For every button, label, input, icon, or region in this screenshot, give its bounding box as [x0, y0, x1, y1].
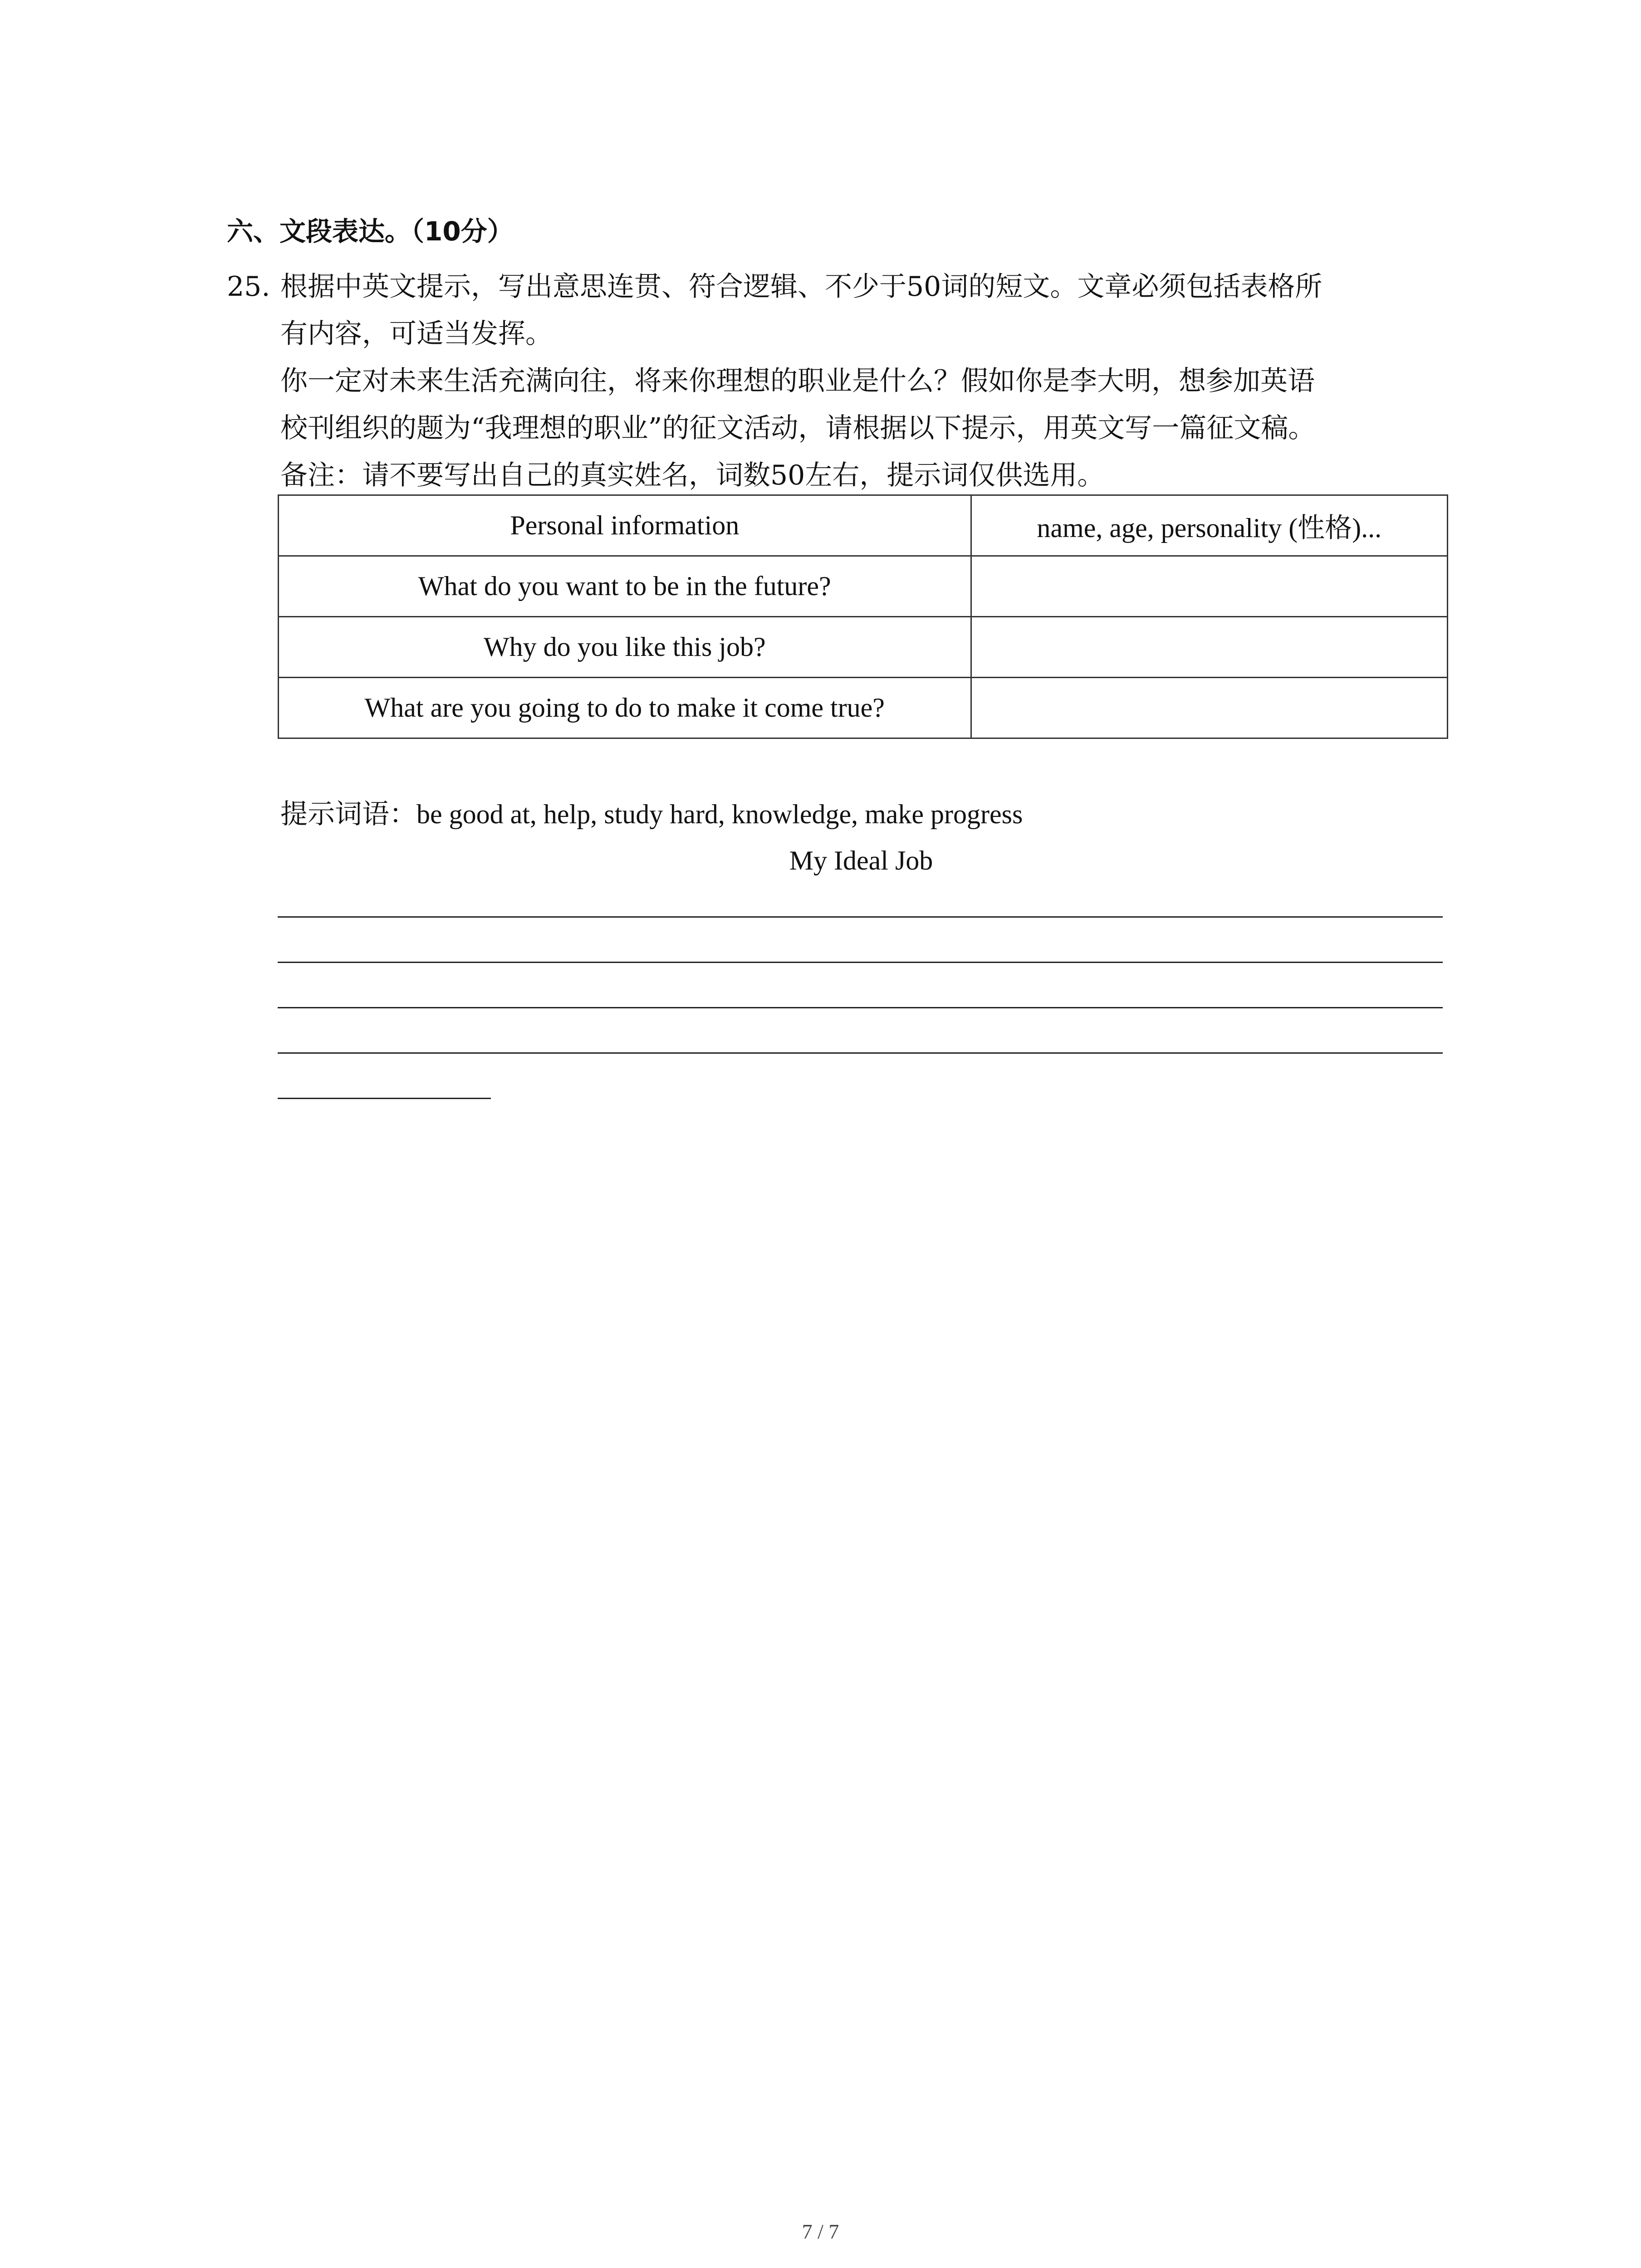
- question-number: 25.: [227, 271, 270, 303]
- table-row: [279, 495, 1448, 556]
- answer-line-3[interactable]: [278, 1007, 1443, 1008]
- hint-word-list: be good at, help, study hard, knowledge, make progress: [416, 799, 1023, 829]
- hint-words: [280, 794, 1023, 835]
- question-line-4: 校刊组织的题为“我理想的职业”的征文活动，请根据以下提示，用英文写一篇征文稿。: [280, 412, 1316, 444]
- question-line-5: 备注：请不要写出自己的真实姓名，词数50左右，提示词仅供选用。: [280, 459, 1105, 491]
- answer-line-4[interactable]: [278, 1052, 1443, 1054]
- hint-label: 提示词语：: [280, 798, 416, 830]
- table-row: [279, 617, 1448, 678]
- section-title: 六、文段表达。（10分）: [227, 216, 514, 247]
- question-body: [280, 263, 1455, 499]
- table-row: [279, 556, 1448, 617]
- table-cell-answer[interactable]: [971, 556, 1447, 617]
- question-line-1: 根据中英文提示，写出意思连贯、符合逻辑、不少于50词的短文。文章必须包括表格所: [280, 271, 1323, 303]
- answer-line-5[interactable]: [278, 1098, 491, 1099]
- question-line-3: 你一定对未来生活充满向往，将来你理想的职业是什么？假如你是李大明，想参加英语: [280, 365, 1315, 397]
- table-cell-answer[interactable]: [971, 617, 1447, 678]
- table-cell-prompt: Why do you like this job?: [279, 617, 971, 678]
- table-cell-prompt: What are you going to do to make it come true?: [279, 678, 971, 738]
- essay-title: My Ideal Job: [789, 846, 933, 875]
- answer-line-2[interactable]: [278, 962, 1443, 963]
- question-line-2: 有内容，可适当发挥。: [280, 318, 553, 350]
- table-row: [279, 678, 1448, 738]
- table-cell-prompt: Personal information: [279, 495, 971, 556]
- table-cell-detail: name, age, personality (性格)...: [971, 495, 1447, 556]
- answer-line-1[interactable]: [278, 916, 1443, 918]
- table-cell-answer[interactable]: [971, 678, 1447, 738]
- table-cell-prompt: What do you want to be in the future?: [279, 556, 971, 617]
- page-number: 7 / 7: [802, 2220, 839, 2243]
- info-table: [278, 494, 1448, 739]
